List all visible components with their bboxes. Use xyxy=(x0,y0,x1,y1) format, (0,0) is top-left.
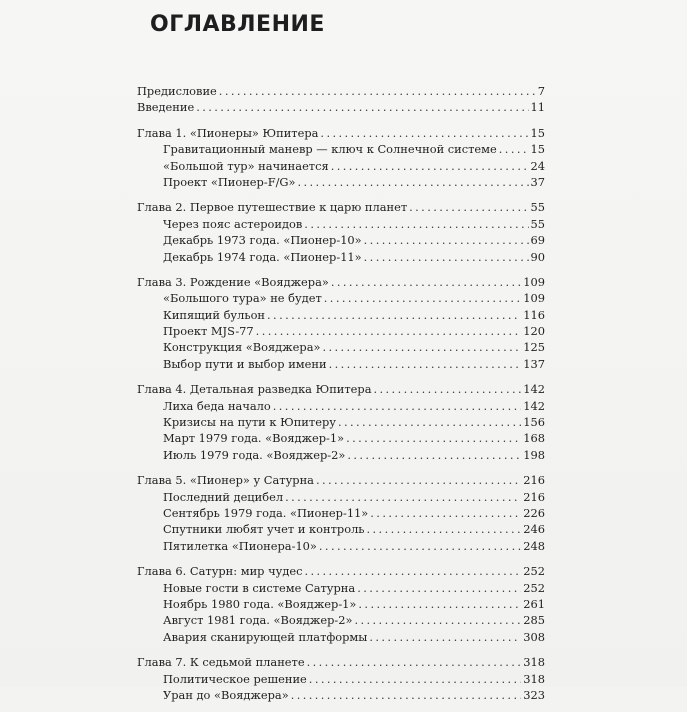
toc-entry-label: Конструкция «Вояджера» xyxy=(163,340,321,355)
toc-page-number: 137 xyxy=(523,356,545,371)
toc-entry-label: Выбор пути и выбор имени xyxy=(163,356,327,371)
toc-leader-dots xyxy=(304,563,521,579)
toc-subentry xyxy=(137,339,545,355)
toc-chapter-entry xyxy=(137,563,545,579)
toc-group xyxy=(137,563,545,645)
toc-entry-label: Политическое решение xyxy=(163,671,307,686)
toc-leader-dots xyxy=(285,489,521,505)
toc-subentry xyxy=(137,580,545,596)
toc-subentry xyxy=(137,141,545,157)
toc-page-number: 15 xyxy=(530,142,545,157)
toc-subentry xyxy=(137,538,545,554)
toc-subentry xyxy=(137,307,545,323)
toc-leader-dots xyxy=(316,472,521,488)
toc-entry-label: Авария сканирующей платформы xyxy=(163,629,368,644)
toc-leader-dots xyxy=(324,290,521,306)
toc-chapter-entry xyxy=(137,381,545,397)
toc-leader-dots xyxy=(329,356,522,372)
toc-page-number: 120 xyxy=(523,324,545,339)
toc-group xyxy=(137,125,545,191)
toc-leader-dots xyxy=(304,216,528,232)
toc-entry-label: Ноябрь 1980 года. «Вояджер-1» xyxy=(163,596,357,611)
toc-page-number: 252 xyxy=(523,564,545,579)
toc-page-number: 142 xyxy=(523,398,545,413)
toc-page-number: 318 xyxy=(523,655,545,670)
toc-leader-dots xyxy=(309,671,521,687)
toc-entry-label: Предисловие xyxy=(137,84,217,98)
toc-leader-dots xyxy=(499,141,529,157)
toc-entry-label: Введение xyxy=(137,100,195,115)
toc-page-number: 168 xyxy=(523,431,545,446)
toc-leader-dots xyxy=(320,125,528,141)
toc-entry-label: Март 1979 года. «Вояджер-1» xyxy=(163,431,345,446)
toc-entry-label: Глава 1. «Пионеры» Юпитера xyxy=(137,125,319,140)
toc-group xyxy=(137,654,545,703)
toc-page-number: 252 xyxy=(523,580,545,595)
toc-chapter-entry xyxy=(137,472,545,488)
toc-leader-dots xyxy=(322,339,521,355)
toc-entry-label: Глава 5. «Пионер» у Сатурна xyxy=(137,473,314,488)
toc-chapter-entry xyxy=(137,274,545,290)
toc-page-number: 109 xyxy=(523,291,545,306)
toc-entry-label: Последний децибел xyxy=(163,489,284,504)
toc-subentry xyxy=(137,629,545,645)
toc-leader-dots xyxy=(409,199,528,215)
toc-subentry xyxy=(137,521,545,537)
toc-subentry xyxy=(137,290,545,306)
toc-entry-label: «Большого тура» не будет xyxy=(163,291,322,306)
toc-group xyxy=(137,199,545,265)
toc-leader-dots xyxy=(374,381,522,397)
toc-group xyxy=(137,274,545,372)
toc-entry-label: Проект MJS-77 xyxy=(163,324,254,339)
toc-subentry xyxy=(137,687,545,703)
toc-page-number: 261 xyxy=(523,596,545,611)
toc-subentry xyxy=(137,612,545,628)
toc-leader-dots xyxy=(307,654,522,670)
toc-leader-dots xyxy=(367,521,522,537)
toc-subentry xyxy=(137,398,545,414)
toc-leader-dots xyxy=(256,323,522,339)
toc-leader-dots xyxy=(357,580,521,596)
toc-chapter-entry xyxy=(137,125,545,141)
toc-chapter-entry xyxy=(137,654,545,670)
toc-leader-dots xyxy=(196,99,528,115)
toc-entry-label: Кипящий бульон xyxy=(163,307,266,322)
toc-page-number: 142 xyxy=(523,382,545,397)
toc-page-number: 285 xyxy=(523,613,545,628)
toc-page-number: 216 xyxy=(523,489,545,504)
toc-subentry xyxy=(137,232,545,248)
toc-subentry xyxy=(137,596,545,612)
toc-subentry xyxy=(137,414,545,430)
toc-group xyxy=(137,381,545,463)
toc-page-number: 116 xyxy=(523,307,545,322)
toc-entry-label: Через пояс астероидов xyxy=(163,216,303,231)
toc-chapter-entry xyxy=(137,83,545,99)
toc-leader-dots xyxy=(219,83,536,99)
table-of-contents xyxy=(137,83,545,712)
toc-page-number: 125 xyxy=(523,340,545,355)
toc-page-number: 198 xyxy=(523,447,545,462)
toc-leader-dots xyxy=(267,307,521,323)
toc-leader-dots xyxy=(331,274,521,290)
toc-entry-label: Новые гости в системе Сатурна xyxy=(163,580,356,595)
toc-leader-dots xyxy=(347,447,521,463)
toc-leader-dots xyxy=(354,612,521,628)
page-title: ОГЛАВЛЕНИЕ xyxy=(150,12,325,37)
toc-page-number: 37 xyxy=(530,174,545,189)
toc-leader-dots xyxy=(370,505,521,521)
toc-leader-dots xyxy=(346,430,521,446)
toc-page-number: 246 xyxy=(523,522,545,537)
toc-leader-dots xyxy=(291,687,522,703)
toc-group xyxy=(137,83,545,116)
toc-leader-dots xyxy=(369,629,521,645)
toc-leader-dots xyxy=(338,414,521,430)
toc-page-number: 24 xyxy=(530,158,545,173)
toc-page-number: 109 xyxy=(523,274,545,289)
toc-entry-label: Глава 2. Первое путешествие к царю планет xyxy=(137,200,408,215)
toc-subentry xyxy=(137,505,545,521)
toc-subentry xyxy=(137,216,545,232)
toc-entry-label: Глава 7. К седьмой планете xyxy=(137,655,305,670)
toc-subentry xyxy=(137,489,545,505)
toc-subentry xyxy=(137,323,545,339)
toc-chapter-entry xyxy=(137,99,545,115)
toc-page-number: 248 xyxy=(523,538,545,553)
toc-entry-label: Сентябрь 1979 года. «Пионер-11» xyxy=(163,505,369,520)
toc-page-number: 156 xyxy=(523,415,545,430)
toc-page-number: 318 xyxy=(523,671,545,686)
toc-page-number: 55 xyxy=(530,216,545,231)
toc-leader-dots xyxy=(273,398,521,414)
toc-entry-label: «Большой тур» начинается xyxy=(163,158,329,173)
toc-subentry xyxy=(137,174,545,190)
toc-leader-dots xyxy=(358,596,521,612)
toc-page-number: 323 xyxy=(523,687,545,702)
toc-leader-dots xyxy=(331,158,529,174)
toc-leader-dots xyxy=(319,538,521,554)
toc-page-number: 15 xyxy=(530,125,545,140)
toc-page-number: 216 xyxy=(523,473,545,488)
toc-entry-label: Спутники любят учет и контроль xyxy=(163,522,365,537)
toc-subentry xyxy=(137,447,545,463)
toc-entry-label: Глава 4. Детальная разведка Юпитера xyxy=(137,382,372,397)
toc-entry-label: Декабрь 1973 года. «Пионер-10» xyxy=(163,233,362,248)
toc-subentry xyxy=(137,158,545,174)
toc-page-number: 90 xyxy=(530,249,545,264)
toc-page-number: 69 xyxy=(530,233,545,248)
toc-entry-label: Август 1981 года. «Вояджер-2» xyxy=(163,613,353,628)
toc-entry-label: Гравитационный маневр — ключ к Солнечной системе xyxy=(163,142,497,157)
toc-leader-dots xyxy=(364,232,529,248)
toc-page-number: 308 xyxy=(523,629,545,644)
toc-entry-label: Проект «Пионер-F/G» xyxy=(163,174,296,189)
toc-leader-dots xyxy=(364,249,529,265)
toc-entry-label: Пятилетка «Пионера-10» xyxy=(163,538,317,553)
toc-subentry xyxy=(137,671,545,687)
toc-page-number: 55 xyxy=(530,200,545,215)
toc-entry-label: Глава 3. Рождение «Вояджера» xyxy=(137,274,329,289)
toc-subentry xyxy=(137,430,545,446)
toc-entry-label: Уран до «Вояджера» xyxy=(163,687,289,702)
toc-subentry xyxy=(137,249,545,265)
toc-page-number: 11 xyxy=(530,100,545,115)
toc-entry-label: Лиха беда начало xyxy=(163,398,271,413)
toc-page-number: 226 xyxy=(523,505,545,520)
toc-subentry xyxy=(137,356,545,372)
toc-entry-label: Глава 6. Сатурн: мир чудес xyxy=(137,564,303,579)
toc-leader-dots xyxy=(298,174,529,190)
toc-page-number: 7 xyxy=(537,84,545,98)
toc-entry-label: Кризисы на пути к Юпитеру xyxy=(163,415,336,430)
toc-group xyxy=(137,472,545,554)
toc-entry-label: Декабрь 1974 года. «Пионер-11» xyxy=(163,249,362,264)
toc-chapter-entry xyxy=(137,199,545,215)
toc-entry-label: Июль 1979 года. «Вояджер-2» xyxy=(163,447,346,462)
